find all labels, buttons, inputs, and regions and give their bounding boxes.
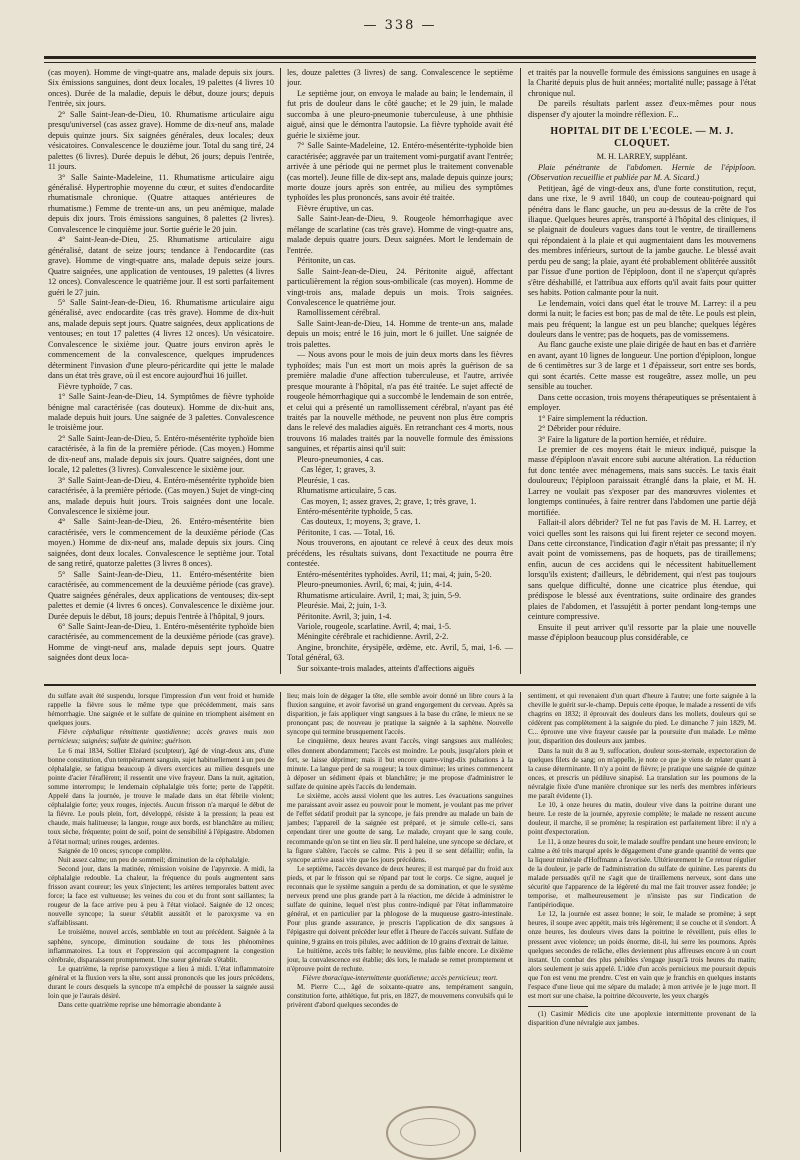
- paragraph: et traités par la nouvelle formule des émissions sanguines en usage à la Charité depuis plus de huit années; mortalité nulle; passage à l'état chronique nul.: [528, 68, 756, 98]
- paragraph: Le quatrième, la reprise paroxystique a lieu à midi. L'état inflammatoire général et la fluxion vers la tête, sont aussi prononcés que les jours précédens, durant le cours desquels la syncope m'a empêché de pousser la saignée aussi loin que je l'aurais désiré.: [48, 964, 274, 1001]
- section-subheading: M. H. LARREY, suppléant.: [596, 152, 688, 162]
- list-item: Péritonite, 1 cas. — Total, 16.: [297, 527, 395, 537]
- paragraph: 5° Salle Saint-Jean-de-Dieu, 16. Rhumatisme articulaire aigu généralisé, avec endocardite (cas très grave). Homme de dix-huit ans, malade depuis sept jours. Quatre saignées, deux applications de ventouses; en tout 17 palettes (4 livres 12 onces). Un vésicatoire. Convalescence le sixième jour. Quatre jours environ après le commencement de la convalescence, quelques imprudences déterminent l'invasion d'une pleuro-péricardite qui jette le malade dans un état très grave, où il est encore aujourd'hui 16 juillet.: [48, 297, 274, 381]
- paragraph: 3° Salle Sainte-Madeleine, 11. Rhumatisme articulaire aigu généralisé. Hypertrophie moyenne du cœur, et suites d'endocardite rhumatismale chronique. (Quatre attaques antérieures de rhumatisme.) Femme de trente-un ans, un peu anémique, malade depuis dix jours. Trois émissions sanguines, 8 palettes (2 livres). Convalescence le cinquième jour. Sortie guérie le 20 juin.: [48, 172, 274, 234]
- list-item: Méningite cérébrale et rachidienne. Avril, 2-2.: [297, 632, 449, 642]
- list-item: Cas léger, 1; graves, 3.: [301, 465, 376, 475]
- paragraph: 7° Salle Sainte-Madeleine, 12. Entéro-mésentérite-typhoïde bien caractérisée; aggravée par un traitement vomi-purgatif avant l'entrée; arrivée à une période qui ne permet plus le traitement convenable (cas mortel). Jeune fille de dix-sept ans, malade depuis quinze jours; morte douze jours après son entrée, au milieu des symptômes typhoïdes les plus prononcés, sans avoir été traitée.: [287, 141, 513, 203]
- list-item: Rhumatisme articulaire, 5 cas.: [297, 486, 397, 496]
- list-item: Cas douteux, 1; moyens, 3; grave, 1.: [301, 517, 421, 527]
- list-item: Entéro-mésentérite typhoïde, 5 cas.: [297, 507, 413, 517]
- paragraph: Saignée de 10 onces; syncope complète.: [58, 846, 173, 855]
- paragraph: Nous trouverons, en ajoutant ce relevé à ceux des deux mois précédens, les résultats suivans, dont l'exactitude ne pourra être contestée.: [287, 538, 513, 569]
- paragraph: Fallait-il alors débrider? Tel ne fut pas l'avis de M. H. Larrey, et voici quelles sont les raisons qui lui firent rejeter ce second moyen. Dans cette circonstance, l'indication d'agir n'était pas pressante; il n'y avait point de vomissemens, pas de hoquets, pas de tiraillemens; enfin, aucun de ces accidens qui le nécessitent habituellement lorsqu'ils existent; d'ailleurs, le débridement, qui n'est pas toujours sans quelque difficulté, donne une cicatrice plus étendue, qui prédispose le blessé aux éventrations, suite ordinaire des grandes plaies de l'abdomen, et l'assujétit à porter pendant long-temps une ceinture compressive.: [528, 518, 756, 622]
- paragraph: Le troisième, nouvel accès, semblable en tout au précédent. Saignée à la saphène, syncope, diminution soudaine de tous les phénomènes inflammatoires. La toux et l'oppression qui accompagnent la congestion cérébrale, disparaissent promptement. Une sueur générale s'établit.: [48, 928, 274, 964]
- list-item: Pleurésie, 1 cas.: [297, 475, 350, 485]
- paragraph: Dans la nuit du 8 au 9, suffocation, douleur sous-sternale, expectoration de quelques filets de sang; on m'appelle, je note ce que je viens de relater quant à la cause déterminante. Il n'y a point de fièvre; je pratique une saignée de quinze onces, et prescris un pédiluve sinapisé. La translation sur les poumons de la névralgie fixée d'une manière chronique sur les nerfs des membres inférieurs me paraît évidente (1).: [528, 746, 756, 801]
- paragraph: 6° Salle Saint-Jean-de-Dieu, 1. Entéro-mésentérite typhoïde bien caractérisée, au commencement de la deuxième période (cas grave). Homme de vingt-neuf ans, malade depuis sept jours. Quatre saignées dont deux loca-: [48, 622, 274, 663]
- lower-column-2: [287, 692, 513, 1152]
- column-divider: [280, 68, 281, 674]
- paragraph: les, douze palettes (3 livres) de sang. Convalescence le septième jour.: [287, 68, 513, 88]
- paragraph: Au flanc gauche existe une plaie dirigée de haut en bas et d'arrière en avant, ayant 10 lignes de longueur. Une portion d'épiploon, longue de 6 centimètres sur 3 de large et 1 d'épaisseur, sort entre ses bords, qui sont écartés. Cette masse est rougeâtre, assez molle, un peu sensible au toucher.: [528, 340, 756, 392]
- paragraph: Le 12, la journée est assez bonne; le soir, le malade se promène; à sept heures, il soupe avec appétit, mais très légèrement; il se couche et il s'endort. À onze heures, les douleurs vives dans la poitrine le réveillent, puis elles le pressent avec violence; un poids énorme, dit-il, lui serre les poumons. Après quelques secondes de relâche, elles deviennent plus affreuses encore à un court instant. Un combat des plus pénibles s'engage jusqu'à trois heures du matin; alors seulement je suis appelé. L'idée d'un accès pernicieux me poursuit depuis que l'on est venu me prendre. C'est en vain que je franchis en quelques instants l'espace d'une lieue qui me sépare du malade; à mon arrivée je le juge mort. Il est mort sur une chaise, la poitrine découverte, les yeux chargés: [528, 910, 756, 1001]
- header-rule-thin: [44, 62, 756, 63]
- case-title: Fièvre thoracique-intermittente quotidienne; accès pernicieux; mort.: [302, 973, 498, 982]
- paragraph: Salle Saint-Jean-de-Dieu, 14. Homme de trente-un ans, malade depuis un mois; entré le 16 juin, mort le 6 juillet. Une saignée de trois palettes.: [287, 318, 513, 349]
- section-heading: HOPITAL DIT DE L'ECOLE. — M. J. CLOQUET.: [550, 126, 734, 150]
- column-divider: [520, 692, 521, 1152]
- column-divider: [520, 68, 521, 674]
- paragraph: Le septième jour, on envoya le malade au bain; le lendemain, il fut pris de douleur dans le côté gauche; et le 29 juin, le malade succomba à une pleuro-pneumonie tuberculeuse, à une phthisie aiguë, ainsi que le démontra l'autopsie. La fièvre typhoïde avait été guérie le sixième jour.: [287, 88, 513, 140]
- list-item: Pleuro-pneumonies. Avril, 6; mai, 4; juin, 4-14.: [297, 580, 453, 590]
- list-item: 1° Faire simplement la réduction.: [538, 413, 648, 423]
- subheading: Ramollissement cérébral.: [297, 308, 381, 318]
- paragraph: — Nous avons pour le mois de juin deux morts dans les fièvres typhoïdes; mais l'un est mort un mois après la guérison de sa première maladie d'une affection tuberculeuse, et l'autre, arrivée presque mourante à l'hôpital, n'a pas été traitée. Le sujet affecté de rougeole hémorrhagique qui a succombé le lendemain de son entrée, et celui qui a présenté un ramollissement cérébral, n'ayant pas été traités par la nouvelle méthode, ne peuvent non plus être compris dans le relevé des maladies aiguës. En retranchant ces 4 morts, nous trouvons 16 malades traités par la nouvelle formule des émissions sanguines, et répartis ainsi qu'il suit:: [287, 350, 513, 454]
- paragraph: 3° Salle Saint-Jean-de-Dieu, 4. Entéro-mésentérite typhoïde bien caractérisée, à la première période. (Cas moyen.) Sujet de vingt-cinq ans, malade depuis huit jours. Trois saignées dont une locale. Convalescence le sixième jour.: [48, 475, 274, 517]
- paragraph: Le sixième, accès aussi violent que les autres. Les évacuations sanguines me paraissant avoir assez eu pouvoir pour le moment, je voulant pas me priver de l'effet sédatif produit par la syncope, je fais prendre au malade un bain de jambes; l'appareil de la saignée est préparé, et je simule celle-ci, sans cependant tirer une goutte de sang. Le malade, croyant que le sang coule, recommande qu'on se tint en lieu sûr. Il perd haleine, une syncope se déclare, et la figure s'altère, l'accès se calme. Pris à peu il se sent défaillir; enfin, la syncope arrive aussi vite que les jours précédens.: [287, 792, 513, 864]
- paragraph: M. Pierre C..., âgé de soixante-quatre ans, tempérament sanguin, constitution forte, athlétique, fut pris, en 1827, de mouvemens convulsifs qui le privèrent d'abord quelques secondes de: [287, 983, 513, 1010]
- paragraph: lieu; mais loin de dégager la tête, elle semble avoir donné un libre cours à la fluxion sanguine, et avoir favorisé un grand engorgement du cerveau. Après sa disparition, je fais appliquer vingt sangsues à la base du crâne, le mieux ne se prononçant pas; de nouveau je pratique la saignée à la saphène. Nouvelle syncope qui termine brusquement l'accès.: [287, 692, 513, 737]
- case-title: Fièvre céphalique rémittente quotidienne; accès graves mais non pernicieux; saignées; sulfate de quinine; guérison.: [48, 728, 274, 746]
- paragraph: Le 6 mai 1834, Sollier Elzéard (sculpteur), âgé de vingt-deux ans, d'une bonne constitution, d'un tempérament sanguin, sujet habituellement à un peu de céphalalgie, se fatigua beaucoup à divers exercices au milieu desquels une pointe d'acier l'éraflèrent; il ressentit une vive frayeur. Dans la nuit, agitation, somme interrompu; le lendemain céphalalgie très forte; perte de l'appétit. Appelé dans la journée, je trouve le malade dans un état fébrile violent; céphalalgie forte; yeux rouges, injectés. Aucun frisson n'a marqué le début de la fièvre. Le pouls plein, fort, développé, résiste à la pression; la peau est chaude, mais halitueuse; la langue, rouge aux bords, est blanchâtre au milieu; toux sèche, fréquente; point de soif, point de sensibilité à l'épigastre. Abdomen à l'état normal; urines rouges, ardentes.: [48, 746, 274, 846]
- list-item: Pleurésie. Mai, 2; juin, 1-3.: [297, 601, 387, 611]
- paragraph: Nuit assez calme; un peu de sommeil; diminution de la céphalalgie.: [58, 855, 250, 864]
- list-item: Entéro-mésentérites typhoïdes. Avril, 11; mai, 4; juin, 5-20.: [297, 569, 492, 579]
- list-item: Pleuro-pneumonies, 4 cas.: [297, 454, 384, 464]
- paragraph: 1° Salle Saint-Jean-de-Dieu, 14. Symptômes de fièvre typhoïde bénigne mal caractérisée (cas douteux). Homme de dix-huit ans, malade depuis huit jours. Une saignée de 3 palettes. Convalescence le troisième jour.: [48, 392, 274, 433]
- paragraph: 4° Salle Saint-Jean-de-Dieu, 26. Entéro-mésentérite bien caractérisée, vers le commencement de la deuxième période (Cas moyen.) Homme de dix-neuf ans, malade depuis six jours. Cinq saignées, dont deux locales. Convalescence le septième jour. Total de sang retiré, quatorze palettes (3 livres 8 onces).: [48, 517, 274, 569]
- list-item: 3° Faire la ligature de la portion herniée, et réduire.: [538, 434, 707, 444]
- paragraph: 2° Salle Saint-Jean-de-Dieu, 5. Entéro-mésentérite typhoïde bien caractérisée, à la fin de la première période. (Cas moyen.) Homme de dix-neuf ans, malade depuis six jours. Quatre saignées, dont une locale, 12 palettes (3 livres). Convalescence le sixième jour.: [48, 433, 274, 475]
- paragraph: du sulfate avait été suspendu, lorsque l'impression d'un vent froid et humide rappelle la fièvre sous le même type que précédemment, mais sans hémorrhagie. Une saignée et le sulfate de quinine en triomphent aisément en quelques jours.: [48, 692, 274, 728]
- paragraph: sentiment, et qui revenaient d'un quart d'heure à l'autre; une forte saignée à la cheville le guérit sur-le-champ. Depuis cette époque, le malade a ressenti de vifs chagrins en 1832; il éprouvait des douleurs dans les mollets, douleurs qui se cédèrent pas complètement à la saignée du pied. Le dimanche 7 juin 1829, M. C... éprouve une vive frayeur causée par la poursuite d'un malade. Le même jour, disparition des douleurs aux jambes.: [528, 692, 756, 746]
- paragraph: (cas moyen). Homme de vingt-quatre ans, malade depuis six jours. Six émissions sanguines, dont deux locales, 19 palettes (4 livres 10 onces). Durée de la maladie, depuis le début, douze jours; depuis l'entrée, six jours.: [48, 68, 274, 109]
- upper-column-2: [287, 68, 513, 674]
- section-rule: [44, 684, 756, 686]
- paragraph: Sur soixante-trois malades, atteints d'affections aiguës: [297, 663, 475, 673]
- paragraph: 2° Salle Saint-Jean-de-Dieu, 10. Rhumatisme articulaire aigu presqu'universel (cas assez grave). Homme de dix-neuf ans, malade depuis quinze jours. Six saignées générales, deux locales; deux vésicatoires. Convalescence le douzième jour. Total du sang tiré, 24 palettes (6 livres). Durée depuis le début, 26 jours; depuis l'entrée, 11 jours.: [48, 109, 274, 172]
- paragraph: Ensuite il peut arriver qu'il ressorte par la plaie une nouvelle masse d'épiploon beaucoup plus considérable, ce: [528, 622, 756, 643]
- header-rule: [44, 56, 756, 59]
- paragraph: Le cinquième, deux heures avant l'accès, vingt sangsues aux malléoles; elles donnent abondamment; l'accès est moindre. Le pouls, jusqu'alors plein et fort, se laisse déprimer; mais il but encore quatre-vingt-dix pulsations à la minute. La langue perd de sa rougeur; la toux diminue; les urines commencent à déposer un sédiment épais et blanchâtre; je me propose d'administrer le sulfate de quinine après l'accès du lendemain.: [287, 737, 513, 791]
- subheading: Péritonite, un cas.: [297, 256, 356, 266]
- paragraph: 4° Saint-Jean-de-Dieu, 25. Rhumatisme articulaire aigu généralisé, datant de seize jours; tendance à l'endocardite (cas grave). Homme de vingt-quatre ans, malade depuis seize jours. Quatre saignées, une application de ventouses, 19 palettes (4 livres 12 onces). Convalescence le quatrième jour. Il est sorti parfaitement guéri le 27 juin.: [48, 235, 274, 297]
- upper-column-3: [528, 68, 756, 674]
- paragraph: Le septième, l'accès devance de deux heures; il est marqué par du froid aux pieds, et par le frisson qui se répand par tout le corps. Ce signe, auquel je reconnais que le système sanguin a perdu de sa domination, et que le système nerveux prend une plus grande part à la réaction, me décide à administrer le sulfate de quinine, lequel n'est plus contre-indiqué par l'état inflammatoire général, et en particulier par la phlogose de la muqueuse gastro-intestinale. Pour plus grande assurance, je prescris l'application de dix sangsues à l'épigastre qui doivent précéder leur effet à l'heure de l'accès suivant. Sulfate de quinine, 9 grains en trois pilules, avec addition de 10 grains d'extrait de laitue.: [287, 864, 513, 946]
- lower-column-1: [48, 692, 274, 1152]
- list-item: Angine, bronchite, érysipèle, œdème, etc. Avril, 5, mai, 1-6. — Total général, 63.: [287, 642, 513, 663]
- list-item: 2° Débrider pour réduire.: [538, 424, 621, 434]
- paragraph: Le 11, à onze heures du soir, le malade souffre pendant une heure environ; le calme a été très marqué après le dégagement d'une grande quantité de vents que la liqueur minérale d'Hoffmann a favorisée. Ultérieurement le Ce retour régulier de la douleur, je parle de l'administration du sulfate de quinine. Les parents du malade persuadés qu'il ne s'agit que de tiraillemens nerveux, sont dans une sécurité que l'apparence de la légèreté du mal me fait trouver assez fondée; je temporise, et malheureusement je n'insiste pas sur l'indication de l'antipériodique.: [528, 837, 756, 910]
- paragraph: Salle Saint-Jean-de-Dieu, 9. Rougeole hémorrhagique avec mélange de scarlatine (cas très grave). Homme de vingt-quatre ans, malade depuis quatre jours. Deux saignées. Mort le lendemain de l'entrée.: [287, 214, 513, 255]
- footnote-rule: [528, 1006, 588, 1007]
- paragraph: Le huitième, accès très faible; le neuvième, plus faible encore. Le dixième jour, la convalescence est établie; dès lors, le malade se remet promptement et n'éprouve point de rechute.: [287, 946, 513, 973]
- list-item: Rhumatisme articulaire. Avril, 1; mai, 3; juin, 5-9.: [297, 590, 462, 600]
- upper-column-1: [48, 68, 274, 674]
- lower-column-3: [528, 692, 756, 1152]
- paragraph: Le 10, à onze heures du matin, douleur vive dans la poitrine durant une heure. Le reste de la journée, apyrexie complète; le malade ne ressent aucune douleur, il marche, il se promène; la respiration est parfaitement libre: il n'y a point d'expectoration.: [528, 801, 756, 837]
- list-item: Péritonite. Avril, 3; juin, 1-4.: [297, 611, 392, 621]
- paragraph: 5° Salle Saint-Jean-de-Dieu, 11. Entéro-mésentérite bien caractérisée, au commencement de la deuxième période (cas grave). Quatre saignées générales, deux applications de ventouses; dix-sept palettes et demie (4 livres 6 onces). Convalescence le dixième jour. Durée depuis le début, 18 jours; depuis l'entrée à l'hôpital, 9 jours.: [48, 569, 274, 621]
- subheading: Fièvre éruptive, un cas.: [297, 203, 374, 213]
- list-item: Variole, rougeole, scarlatine. Avril, 4; mai, 1-5.: [297, 622, 451, 632]
- list-item: Cas moyen, 1; assez graves, 2; grave, 1; très grave, 1.: [301, 496, 477, 506]
- paragraph: Le premier de ces moyens était le mieux indiqué, puisque la masse d'épiploon n'avait encore subi aucune altération. La réduction fut donc tentée avec ménagemens, mais sans succès. Le taxis était douloureux; l'épiploon paraissait étranglé dans la plaie, et M. H. Larrey ne voulait pas s'exposer par des manœuvres violentes et longtemps continuées, à faire rentrer dans l'abdomen une partie déjà mortifiée.: [528, 444, 756, 517]
- paragraph: Salle Saint-Jean-de-Dieu, 24. Péritonite aiguë, affectant particulièrement la région sous-ombilicale (cas moyen). Homme de vingt-trois ans, malade depuis un mois. Trois saignées. Convalescence le quatrième jour.: [287, 266, 513, 307]
- paragraph: Dans cette occasion, trois moyens thérapeutiques se présentaient à employer.: [528, 392, 756, 413]
- footnote: (1) Casimir Médicis cite une apoplexie intermittente provenant de la disparition d'une névralgie aux jambes.: [528, 1010, 756, 1028]
- paragraph: Dans cette quatrième reprise une hémorragie abondante à: [58, 1001, 221, 1010]
- paragraph: Second jour, dans la matinée, rémission voisine de l'apyrexie. A midi, la céphalalgie redouble. La chaleur, la fréquence du pouls augmentent sans frisson avant coureur; les yeux s'injectent; les artères temporales battent avec force; la face est vultueuse; les veines du cou et du front sont saillantes; la rougeur de la face arrive peu à peu à l'état violacé. Saignée de 12 onces; nouvelle syncope; la sueur s'établit aussitôt et le paroxysme va en s'affaiblissant.: [48, 864, 274, 928]
- library-stamp-inner: [400, 1118, 460, 1146]
- subheading: Fièvre typhoïde, 7 cas.: [58, 381, 133, 391]
- paragraph: Le lendemain, voici dans quel état le trouve M. Larrey: il a peu dormi la nuit; le facies est bon; pas de mal de tête. Le pouls est plein, mais peu fréquent; la langue est un peu blanche; quelques légères douleurs dans le ventre; pas de hoquets, pas de vomissemens.: [528, 298, 756, 339]
- paragraph: De pareils résultats parlent assez d'eux-mêmes pour nous dispenser d'y ajouter la moindre réflexion. F...: [528, 99, 756, 119]
- paragraph: Petitjean, âgé de vingt-deux ans, d'une forte constitution, reçut, dans une rixe, le 9 avril 1840, un coup de couteau-poignard qui pénétra dans le flanc gauche, un peu au-dessus de la crête de l'os iliaque. Quelques heures après, transporté à l'hôpital des cliniques, il se plaignait de douleurs vagues dans tout le ventre, de tiraillemens qui répondaient à la plaie et qui augmentaient dans les mouvemens des membres inférieurs, surtout de la jambe gauche. Le blessé avait perdu peu de sang; la plaie, ayant été probablement oblitérée aussitôt par l'issue d'une portion de l'épiploon, dont il ne s'aperçut qu'après s'être déshabillé, et l'attribua aux efforts qu'il avait faits pour quitter ses habits. Potion calmante pour la nuit.: [528, 183, 756, 298]
- case-title: Plaie pénétrante de l'abdomen. Hernie de l'épiploon. (Observation recueillie et publiée par M. A. Sicard.): [528, 162, 756, 183]
- column-divider: [280, 692, 281, 1152]
- page-number: — 338 —: [363, 18, 437, 33]
